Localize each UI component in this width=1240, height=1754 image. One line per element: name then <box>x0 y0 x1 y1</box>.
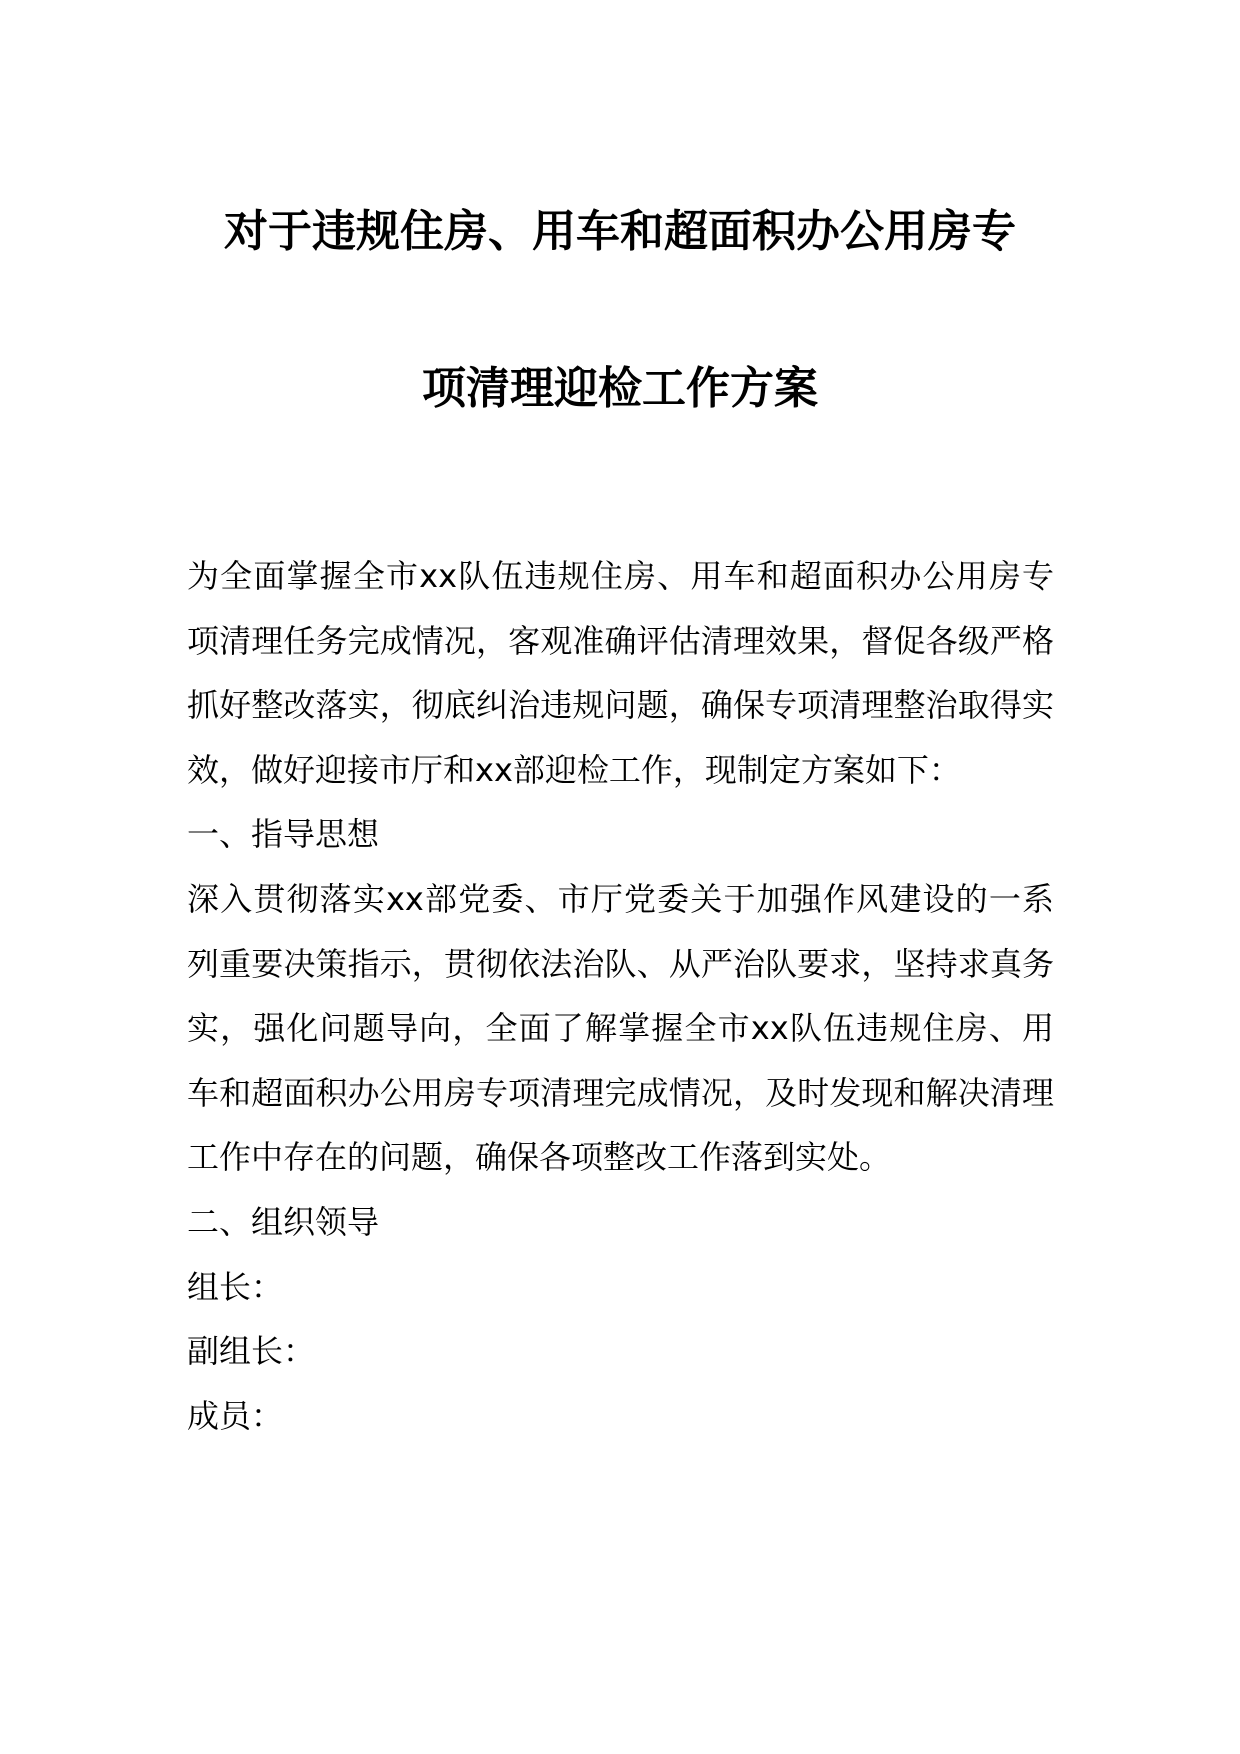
guiding-ideology-paragraph: 深入贯彻落实xx部党委、市厅党委关于加强作风建设的一系列重要决策指示，贯彻依法治队、从严治队要求，坚持求真务实，强化问题导向，全面了解掌握全市xx队伍违规住房、用车和超面积办公用房专项清理完成情况，及时发现和解决清理工作中存在的问题，确保各项整改工作落到实处。 <box>187 879 1054 1177</box>
leader-line: 组长： <box>187 1267 284 1306</box>
intro-paragraph: 为全面掌握全市xx队伍违规住房、用车和超面积办公用房专项清理任务完成情况，客观准确评估清理效果，督促各级严格抓好整改落实，彻底纠治违规问题，确保专项清理整治取得实效，做好迎接市厅和xx部迎检工作，现制定方案如下： <box>187 557 1054 789</box>
section-heading-guiding-ideology: 一、指导思想 <box>187 815 380 854</box>
document-title-line-1: 对于违规住房、用车和超面积办公用房专 <box>224 206 1016 257</box>
document-body <box>187 544 1054 1448</box>
deputy-leader-line: 副组长： <box>187 1332 316 1371</box>
document-title-line-2: 项清理迎检工作方案 <box>422 363 818 414</box>
section-heading-organization: 二、组织领导 <box>187 1202 380 1241</box>
members-line: 成员： <box>187 1396 284 1435</box>
